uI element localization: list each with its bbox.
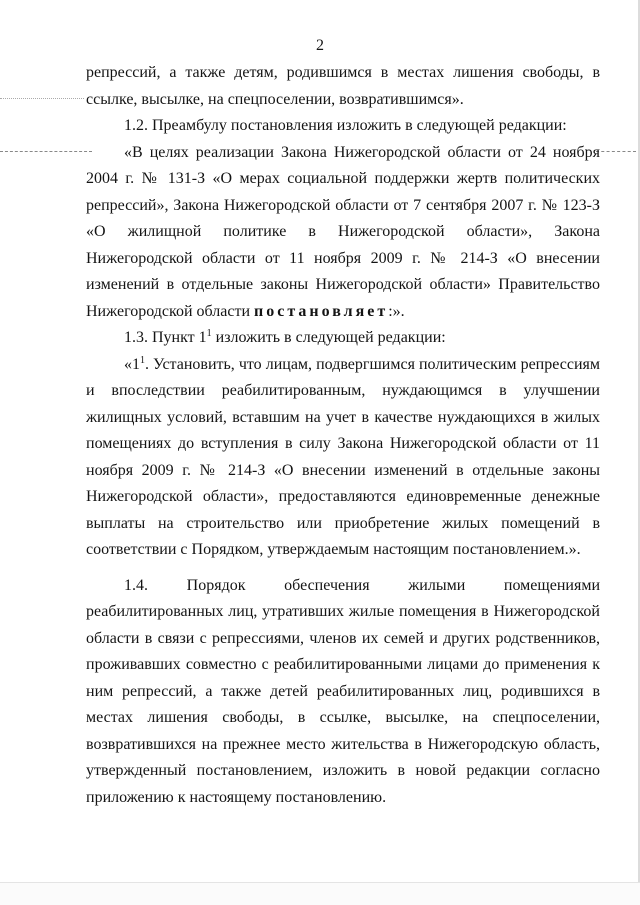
resolves-word: постановляет	[254, 302, 389, 320]
p13-tail: изложить в следующей редакции:	[211, 329, 446, 346]
paragraph-continuation: репрессий, а также детям, родившимся в местах лишения свободы, в ссылке, высылке, на спецпоселении, возвратившимся».	[86, 64, 600, 108]
preamble-text: «В целях реализации Закона Нижегородской области от 24 ноября 2004 г. № 131-З «О мерах социальной поддержки жертв политических репрессий», Закона Нижегородской области от 7 сентября 2007 г. № 123-З «О жилищной политике в Нижегородской области», Закона Нижегородской области от 11 ноября 2009 г. № 214-З «О внесении изменений в отдельные законы Нижегородской области» Правительство Нижегородской области	[86, 143, 600, 320]
scan-edge-bottom	[0, 882, 640, 905]
p13-head: 1.3. Пункт 1	[124, 329, 207, 346]
p11-tail: . Установить, что лицам, подвергшимся политическим репрессиям и впоследствии реабилитированным, нуждающимся в улучшении жилищных условий, вставшим на учет в качестве нуждающихся в жилых помещениях до вступления в силу Закона Нижегородской области от 11 ноября 2009 г. № 214-З «О внесении изменений в отдельные законы Нижегородской области», предоставляются единовременные денежные выплаты на строительство или приобретение жилых помещений в соответствии с Порядком, утверждаемым настоящим постановлением.».	[86, 355, 600, 558]
paragraph-preamble	[86, 140, 600, 326]
scan-artifact-dots	[0, 98, 84, 100]
p13-superscript: 1	[206, 328, 212, 339]
paragraph-1-4: 1.4. Порядок обеспечения жилыми помещениями реабилитированных лиц, утративших жилые помещения в Нижегородской области в связи с репрессиями, членов их семей и других родственников, проживавших совместно с реабилитированными лицами до применения к ним репрессий, а также детей реабилитированных лиц, родившихся в местах лишения свободы, в ссылке, высылке, на спецпоселении, возвратившихся на прежнее место жительства в Нижегородскую область, утвержденный постановлением, изложить в новой редакции согласно приложению к настоящему постановлению.	[86, 576, 600, 806]
page-number: 2	[316, 37, 324, 54]
scan-artifact-dash-right	[596, 151, 636, 153]
scan-artifact-dash-left	[0, 151, 92, 153]
paragraph-item-1-1	[86, 352, 600, 564]
p11-superscript: 1	[140, 354, 145, 366]
paragraph-1-3	[86, 325, 600, 352]
document-body	[86, 60, 600, 811]
paragraph-1-2: 1.2. Преамбулу постановления изложить в следующей редакции:	[124, 117, 567, 134]
resolves-tail: :».	[388, 302, 405, 320]
p11-head: «1	[124, 355, 140, 373]
